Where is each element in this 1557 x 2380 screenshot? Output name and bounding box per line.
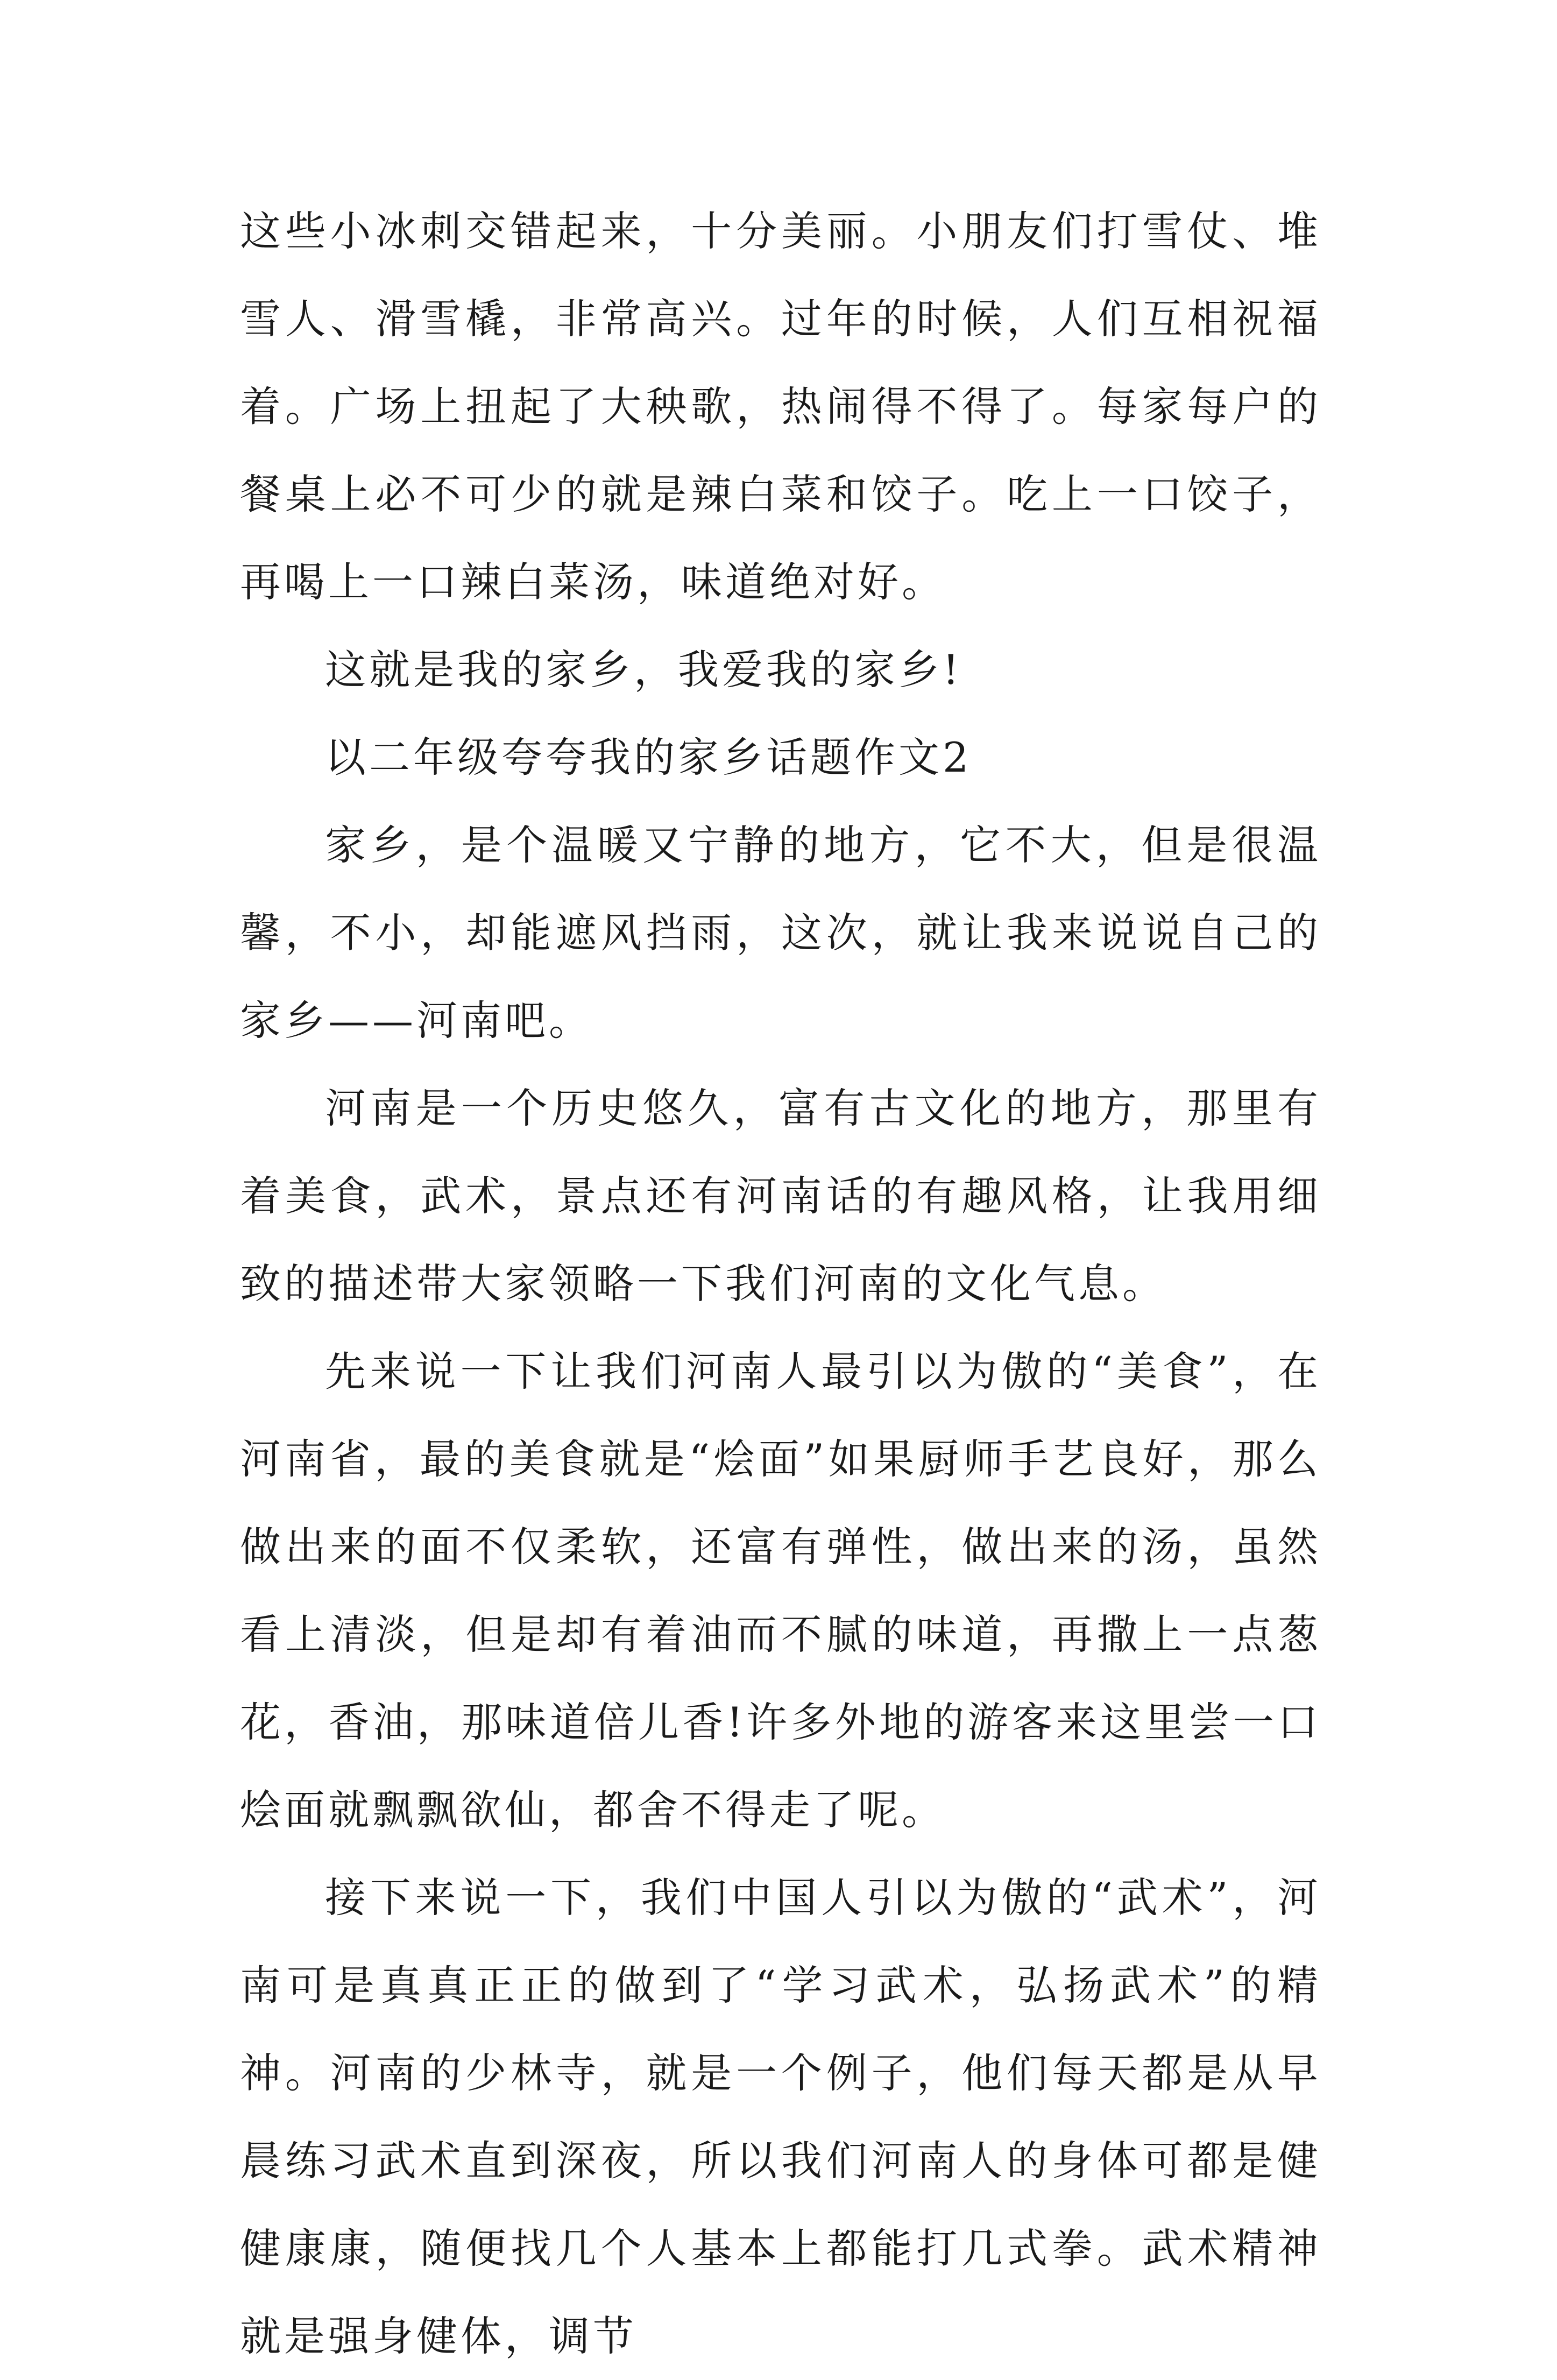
paragraph-7: 接下来说一下，我们中国人引以为傲的“武术”，河南可是真真正正的做到了“学习武术，弘扬武术”的精神。河南的少林寺，就是一个例子，他们每天都是从早晨练习武术直到深夜，所以我们河南人的身体可都是健健康康，随便找几个人基本上都能打几式拳。武术精神就是强身健体，调节	[240, 1874, 1321, 2360]
paragraph-4: 家乡，是个温暖又宁静的地方，它不大，但是很温馨，不小，却能遮风挡雨，这次，就让我来说说自己的家乡——河南吧。	[240, 821, 1321, 1044]
essay-title: 以二年级夸夸我的家乡话题作文2	[325, 733, 972, 781]
paragraph-6: 先来说一下让我们河南人最引以为傲的“美食”，在河南省，最的美食就是“烩面”如果厨师手艺良好，那么做出来的面不仅柔软，还富有弹性，做出来的汤，虽然看上清淡，但是却有着油而不腻的味道，再撒上一点葱花，香油，那味道倍儿香!许多外地的游客来这里尝一口烩面就飘飘欲仙，都舍不得走了呢。	[240, 1347, 1321, 1834]
paragraph-5: 河南是一个历史悠久，富有古文化的地方，那里有着美食，武术，景点还有河南话的有趣风格，让我用细致的描述带大家领略一下我们河南的文化气息。	[240, 1084, 1321, 1308]
document-body	[240, 187, 1321, 2380]
paragraph-1: 这些小冰刺交错起来，十分美丽。小朋友们打雪仗、堆雪人、滑雪橇，非常高兴。过年的时候，人们互相祝福着。广场上扭起了大秧歌，热闹得不得了。每家每户的餐桌上必不可少的就是辣白菜和饺子。吃上一口饺子，再喝上一口辣白菜汤，味道绝对好。	[240, 207, 1321, 606]
paragraph-2: 这就是我的家乡，我爱我的家乡!	[325, 646, 962, 694]
